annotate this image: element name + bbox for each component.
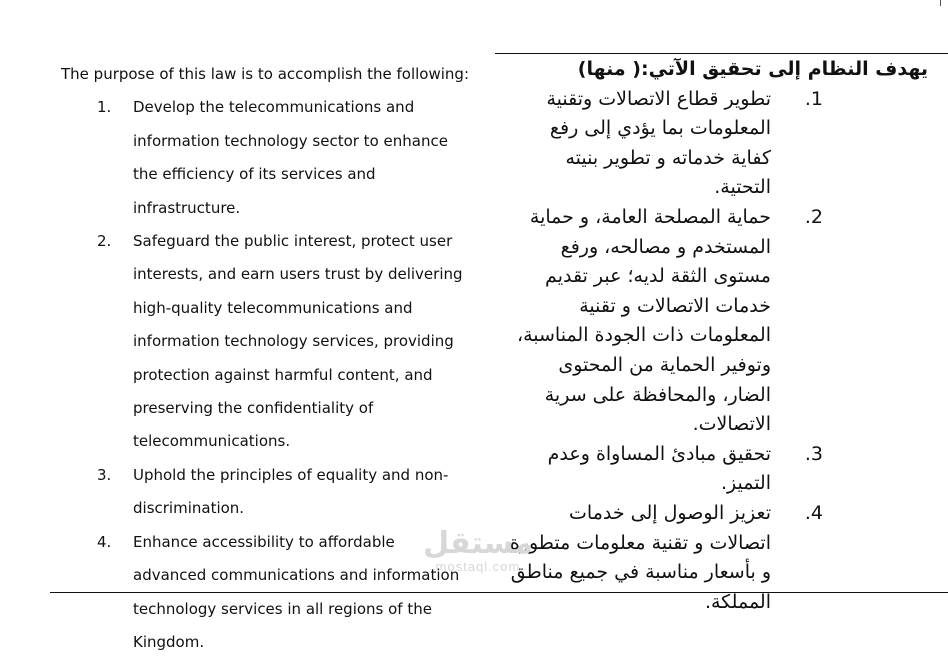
watermark (418, 528, 538, 574)
arabic-intro: يهدف النظام إلى تحقيق الآتي:( منها) (577, 58, 928, 80)
arabic-list (496, 85, 928, 618)
list-number: .3 (804, 442, 823, 465)
watermark-url: mostaql.com (435, 559, 521, 574)
list-number: 2. (97, 232, 112, 251)
arabic-list-item (509, 203, 823, 440)
list-item-text: Enhance accessibility to affordable advanced communications and information technology services in all regions of the Kingdom. (133, 532, 460, 651)
list-number: .1 (804, 87, 823, 110)
english-list-item (61, 91, 468, 225)
arabic-column (496, 55, 928, 617)
list-item-text: تعزيز الوصول إلى خدمات اتصالات و تقنية معلومات متطورة و بأسعار مناسبة في جميع مناطق المملكة. (509, 501, 771, 613)
list-item-text: Develop the telecommunications and information technology sector to enhance the efficiency of its services and infrastructure. (133, 98, 448, 217)
list-item-text: حماية المصلحة العامة، و حماية المستخدم و مصالحه، ورفع مستوى الثقة لديه؛ عبر تقديم خدمات الاتصالات و تقنية المعلومات ذات الجودة المناسبة، وتوفير الحماية من المحتوى الضار، والمحافظة على سرية الاتصالات. (516, 205, 771, 436)
list-number: .4 (804, 501, 823, 524)
english-list-item (61, 459, 468, 526)
window-edge-line (940, 0, 941, 6)
list-number: 4. (97, 532, 112, 551)
english-list-item (61, 225, 468, 459)
watermark-logo: مستقل (423, 526, 533, 561)
arabic-list-item (509, 85, 823, 203)
list-item-text: تطوير قطاع الاتصالات وتقنية المعلومات بما يؤدي إلى رفع كفاية خدماته و تطوير بنيته التحتية. (546, 87, 771, 199)
list-number: 3. (97, 465, 112, 484)
list-number: 1. (97, 98, 112, 117)
english-intro: The purpose of this law is to accomplish the following: (61, 65, 470, 83)
list-item-text: Safeguard the public interest, protect user interests, and earn users trust by delivering high-quality telecommunications and information technology services, providing protection against harmful content, and preserving the confidentiality of telecommunications. (133, 232, 463, 451)
list-item-text: Uphold the principles of equality and non-discrimination. (133, 465, 449, 518)
list-number: .2 (804, 205, 823, 228)
arabic-list-item (509, 499, 823, 617)
arabic-list-item (509, 440, 823, 499)
top-rule (495, 53, 948, 54)
list-item-text: تحقيق مبادئ المساواة وعدم التميز. (547, 442, 771, 495)
